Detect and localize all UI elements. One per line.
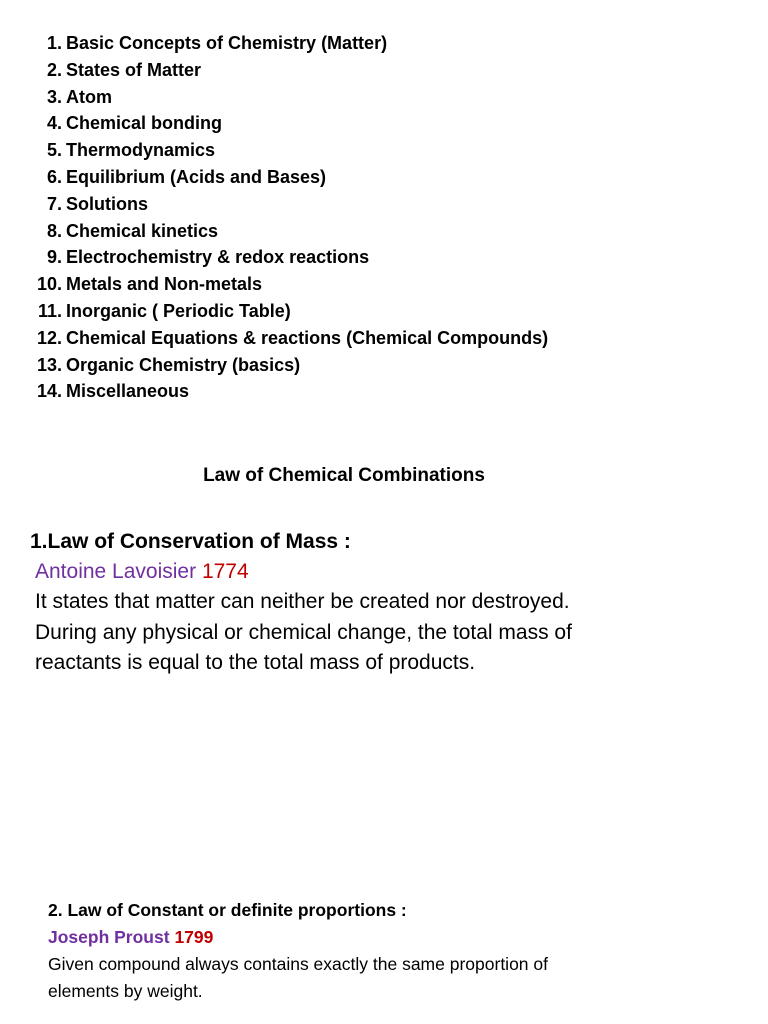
topic-label: Electrochemistry & redox reactions	[66, 247, 370, 268]
topic-item	[0, 57, 768, 84]
topic-item	[0, 110, 768, 137]
topic-item	[0, 298, 768, 325]
topic-item	[0, 164, 768, 191]
topic-number: 9.	[46, 247, 62, 268]
law-conservation-of-mass	[30, 527, 750, 679]
law1-text-line: During any physical or chemical change, the total mass of	[35, 620, 572, 644]
topic-number: 1.	[46, 33, 62, 53]
topic-label: Chemical kinetics	[66, 220, 219, 241]
law2-scientist: Joseph Proust	[48, 927, 170, 947]
topic-item	[0, 325, 768, 352]
topic-number: 11.	[37, 300, 62, 321]
topic-label: Chemical bonding	[66, 113, 223, 134]
law1-description	[35, 587, 750, 679]
topic-number: 5.	[46, 140, 62, 161]
topic-number: 6.	[46, 166, 62, 187]
topics-list	[0, 30, 768, 405]
section-heading: Law of Chemical Combinations	[203, 465, 485, 486]
topic-item	[0, 84, 768, 111]
topic-item	[0, 30, 768, 57]
topic-number: 3.	[46, 86, 62, 107]
topic-number: 14.	[36, 381, 62, 402]
topic-number: 4.	[46, 113, 62, 134]
law1-attribution	[35, 557, 750, 587]
topic-item	[0, 244, 768, 271]
law2-text-line: elements by weight.	[48, 981, 203, 1001]
topic-label: Thermodynamics	[66, 140, 216, 161]
topic-number: 2.	[46, 59, 62, 80]
topic-label: Solutions	[66, 193, 148, 214]
law2-attribution	[48, 924, 738, 951]
topic-label: Equilibrium (Acids and Bases)	[66, 166, 327, 187]
law2-year: 1799	[174, 927, 214, 947]
topic-item	[0, 191, 768, 218]
topic-number: 12.	[36, 327, 62, 348]
topic-label: Miscellaneous	[66, 381, 190, 402]
topic-label: States of Matter	[66, 59, 202, 80]
topic-label: Atom	[66, 86, 112, 107]
topic-item	[0, 352, 768, 379]
topic-item	[0, 378, 768, 405]
topic-number: 7.	[46, 193, 62, 214]
topic-item	[0, 137, 768, 164]
law1-scientist: Antoine Lavoisier	[35, 560, 197, 583]
law1-text-line: It states that matter can neither be created nor destroyed.	[35, 590, 570, 613]
topic-label: Basic Concepts of Chemistry (Matter)	[66, 33, 388, 53]
topic-number: 13.	[36, 354, 62, 375]
law2-title: 2. Law of Constant or definite proportions :	[48, 900, 407, 920]
topic-label: Chemical Equations & reactions (Chemical Compounds)	[66, 327, 549, 348]
topic-number: 8.	[46, 220, 62, 241]
law2-text-line: Given compound always contains exactly the same proportion of	[48, 954, 548, 974]
law1-title: 1.Law of Conservation of Mass :	[30, 530, 351, 553]
law1-year: 1774	[201, 560, 249, 583]
law1-text-line: reactants is equal to the total mass of products.	[35, 651, 476, 674]
topic-item	[0, 218, 768, 245]
law-constant-proportions	[48, 897, 738, 1005]
topic-label: Inorganic ( Periodic Table)	[66, 300, 291, 321]
law2-description	[48, 951, 738, 1005]
topic-item	[0, 271, 768, 298]
topic-number: 10.	[36, 274, 62, 295]
topic-label: Organic Chemistry (basics)	[66, 354, 301, 375]
topic-label: Metals and Non-metals	[66, 274, 263, 295]
